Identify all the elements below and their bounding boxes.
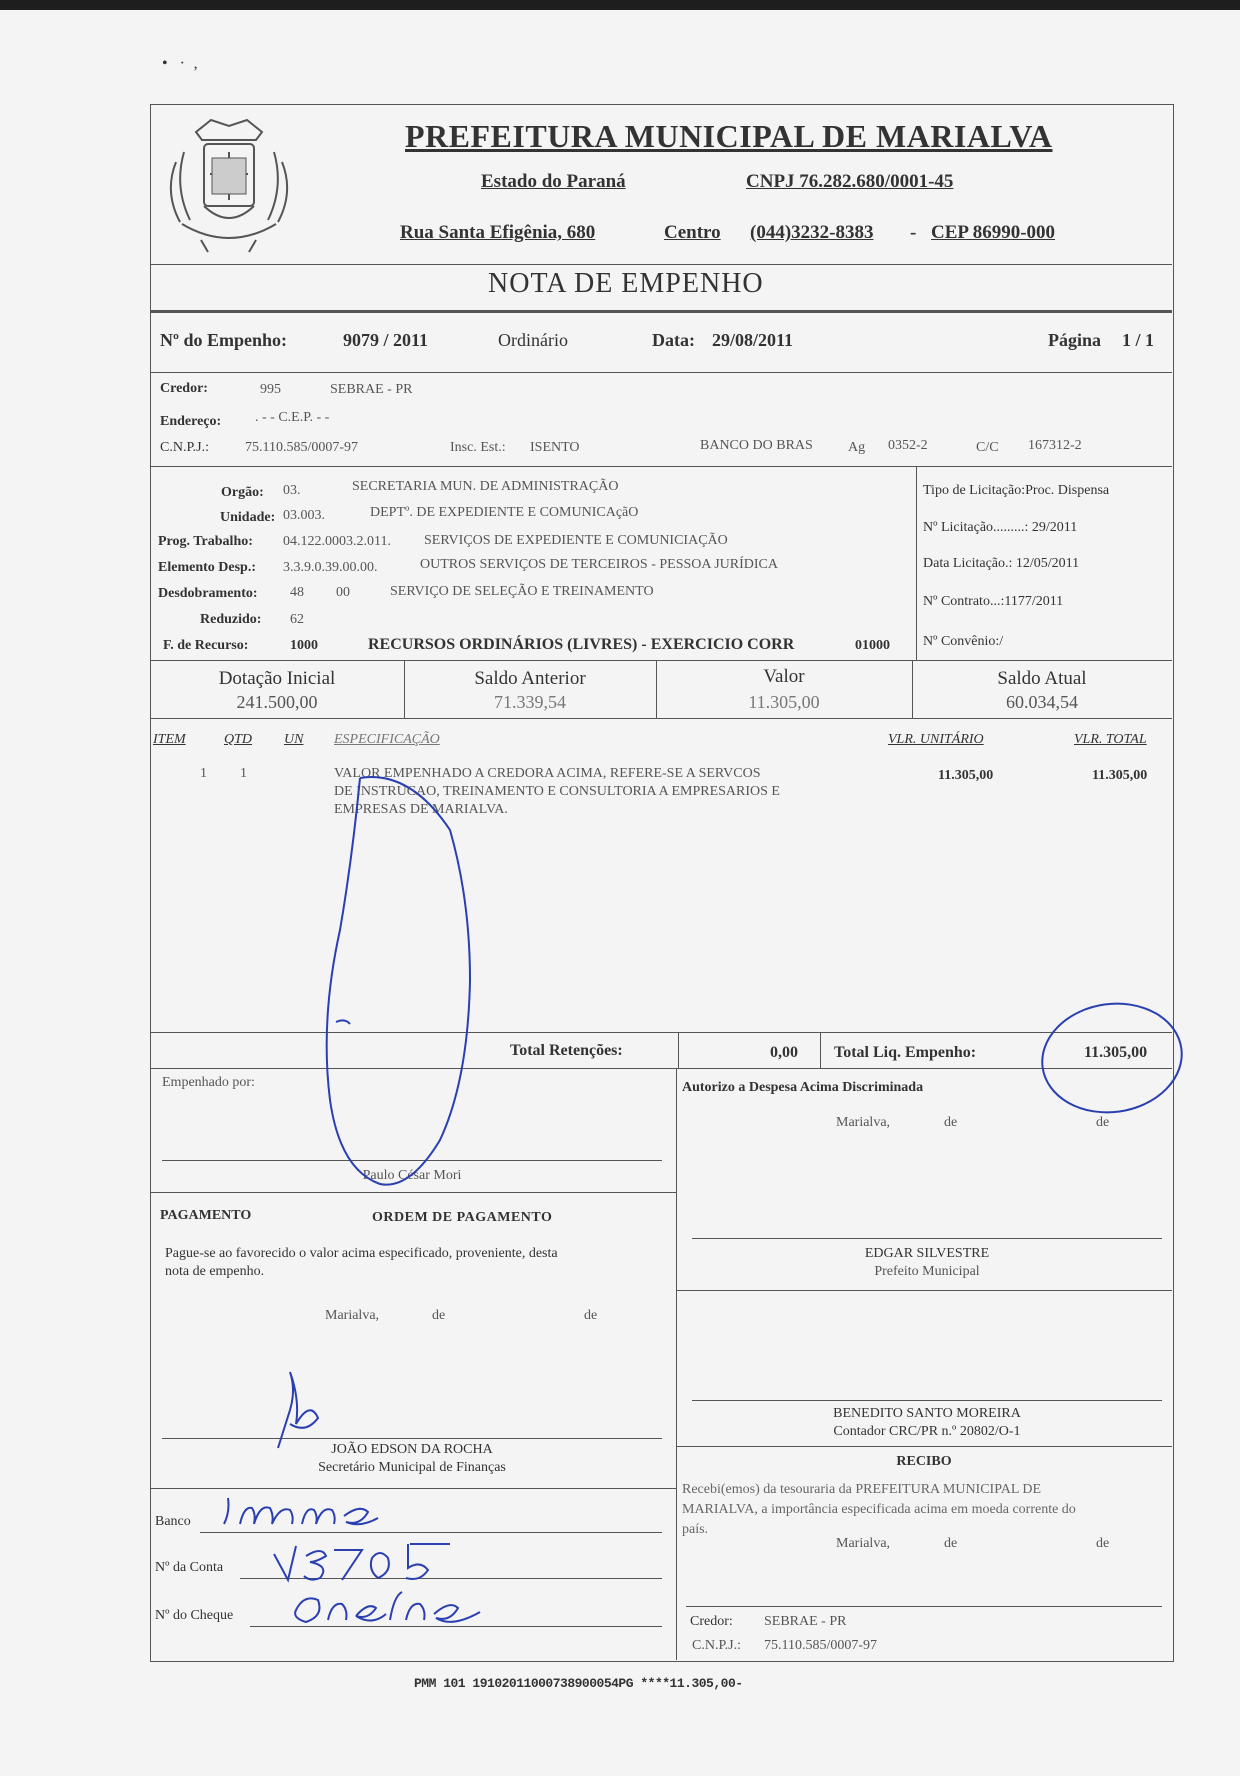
secretario-name: JOÃO EDSON DA ROCHA	[331, 1442, 493, 1457]
unidade-label: Unidade:	[220, 510, 276, 525]
item-desc-line3: EMPRESAS DE MARIALVA.	[334, 802, 508, 817]
insc-value: ISENTO	[530, 440, 580, 455]
agency-number: 0352-2	[888, 438, 928, 453]
recurso-name: RECURSOS ORDINÁRIOS (LIVRES) - EXERCICIO CORR	[368, 636, 795, 653]
bank-name: BANCO DO BRAS	[700, 438, 813, 453]
numero-convenio: Nº Convênio:/	[923, 634, 1004, 649]
column-header-un: UN	[284, 732, 304, 747]
numero-contrato: Nº Contrato...:1177/2011	[923, 594, 1064, 609]
footer-barcode-text: PMM 101 19102011000738900054PG ****11.305,00-	[414, 1676, 743, 1691]
empenho-type: Ordinário	[498, 330, 568, 350]
divider	[150, 718, 1172, 719]
municipality-title: PREFEITURA MUNICIPAL DE MARIALVA	[405, 118, 1053, 154]
signature-line	[692, 1238, 1162, 1239]
credor-label: Credor:	[160, 381, 208, 396]
recibo-cnpj: 75.110.585/0007-97	[764, 1638, 878, 1653]
divider	[676, 1446, 1172, 1447]
credor-code: 995	[260, 382, 281, 397]
secretario-title: Secretário Municipal de Finanças	[318, 1460, 506, 1475]
data-licitacao: Data Licitação.: 12/05/2011	[923, 556, 1080, 571]
signature-line	[692, 1400, 1162, 1401]
divider	[150, 1192, 676, 1193]
account-label: C/C	[976, 440, 999, 455]
divider	[678, 1032, 679, 1068]
column-header-vlr-total: VLR. TOTAL	[1074, 732, 1147, 747]
separator: -	[910, 222, 917, 243]
empenhado-por-label: Empenhado por:	[162, 1075, 255, 1090]
recibo-city: Marialva,	[836, 1536, 891, 1551]
recibo-text-line1: Recebi(emos) da tesouraria da PREFEITURA MUNICIPAL DE	[682, 1482, 1042, 1497]
prefeito-name: EDGAR SILVESTRE	[864, 1246, 990, 1261]
endereco-label: Endereço:	[160, 414, 222, 429]
banco-line	[200, 1532, 662, 1533]
divider	[150, 264, 1172, 265]
divider	[916, 466, 917, 660]
address: Rua Santa Efigênia, 680	[400, 222, 596, 243]
orgao-label: Orgão:	[221, 485, 264, 500]
credor-name: SEBRAE - PR	[330, 382, 413, 397]
recibo-text-line3: país.	[682, 1522, 709, 1537]
pagamento-city: Marialva,	[325, 1308, 380, 1323]
divider	[150, 466, 1172, 467]
saldo-anterior-value: 71.339,54	[494, 692, 566, 712]
elemento-name: OUTROS SERVIÇOS DE TERCEIROS - PESSOA JURÍDICA	[420, 557, 779, 572]
recibo-credor-label: Credor:	[690, 1614, 733, 1629]
empenho-number: 9079 / 2011	[343, 330, 429, 350]
divider	[150, 660, 1172, 661]
cnpj-header: CNPJ 76.282.680/0001-45	[746, 171, 954, 192]
cep: CEP 86990-000	[931, 222, 1056, 243]
banco-label: Banco	[155, 1514, 191, 1529]
agency-label: Ag	[848, 440, 866, 455]
dotacao-inicial-value: 241.500,00	[236, 692, 318, 712]
unidade-name: DEPTº. DE EXPEDIENTE E COMUNICAçãO	[370, 505, 639, 520]
recibo-text-line2: MARIALVA, a importância especificada acima em moeda corrente do	[682, 1502, 1076, 1517]
prog-label: Prog. Trabalho:	[158, 534, 253, 549]
saldo-atual-value: 60.034,54	[1006, 692, 1078, 712]
date-label: Data:	[652, 330, 695, 350]
desdobramento-code: 48	[290, 585, 304, 600]
cheque-label: Nº do Cheque	[155, 1608, 234, 1623]
ordem-pagamento-label: ORDEM DE PAGAMENTO	[372, 1210, 553, 1225]
desdobramento-name: SERVIÇO DE SELEÇÃO E TREINAMENTO	[390, 584, 654, 599]
divider	[150, 1068, 1172, 1069]
numero-licitacao: Nº Licitação.........: 29/2011	[923, 520, 1078, 535]
total-liquido-label: Total Liq. Empenho:	[834, 1044, 977, 1061]
contador-title: Contador CRC/PR n.º 20802/O-1	[833, 1424, 1021, 1439]
saldo-atual-label: Saldo Atual	[997, 668, 1087, 689]
dotacao-inicial-label: Dotação Inicial	[218, 668, 336, 689]
divider	[150, 1488, 676, 1489]
prefeito-title: Prefeito Municipal	[874, 1264, 980, 1279]
elemento-label: Elemento Desp.:	[158, 560, 256, 575]
column-header-item: ITEM	[153, 732, 186, 747]
valor-label: Valor	[763, 666, 805, 687]
unidade-code: 03.003.	[283, 508, 325, 523]
desdobramento-subcode: 00	[336, 585, 350, 600]
recurso-label: F. de Recurso:	[163, 638, 249, 653]
tipo-licitacao: Tipo de Licitação:Proc. Dispensa	[923, 483, 1110, 498]
reduzido-label: Reduzido:	[200, 612, 262, 627]
item-desc-line1: VALOR EMPENHADO A CREDORA ACIMA, REFERE-SE A SERVCOS	[334, 766, 761, 781]
divider	[820, 1032, 821, 1068]
recibo-de-2: de	[1096, 1536, 1110, 1551]
conta-label: Nº da Conta	[155, 1560, 224, 1575]
scan-speck: • · ‚	[162, 55, 199, 72]
document-title: NOTA DE EMPENHO	[488, 268, 764, 299]
recurso-code2: 01000	[855, 638, 890, 653]
orgao-code: 03.	[283, 483, 301, 498]
coat-of-arms-icon	[156, 112, 302, 260]
recibo-cnpj-label: C.N.P.J.:	[692, 1638, 742, 1653]
account-number: 167312-2	[1028, 438, 1082, 453]
orgao-name: SECRETARIA MUN. DE ADMINISTRAÇÃO	[352, 479, 619, 494]
autorizo-label: Autorizo a Despesa Acima Discriminada	[682, 1080, 924, 1095]
insc-label: Insc. Est.:	[450, 440, 506, 455]
signature-line	[162, 1160, 662, 1161]
item-unit-value: 11.305,00	[938, 768, 994, 783]
empenho-number-label: Nº do Empenho:	[160, 330, 287, 350]
total-retencoes-label: Total Retenções:	[510, 1042, 623, 1059]
divider	[150, 372, 1172, 373]
desdobramento-label: Desdobramento:	[158, 586, 258, 601]
reduzido-value: 62	[290, 612, 304, 627]
pagamento-de-2: de	[584, 1308, 598, 1323]
total-retencoes-value: 0,00	[770, 1044, 798, 1061]
recibo-label: RECIBO	[896, 1454, 952, 1469]
column-header-especificacao: ESPECIFICAÇÃO	[334, 732, 440, 747]
cnpj-label: C.N.P.J.:	[160, 440, 210, 455]
signature-line	[686, 1606, 1162, 1607]
contador-name: BENEDITO SANTO MOREIRA	[833, 1406, 1021, 1421]
page-number: 1 / 1	[1122, 330, 1155, 350]
recibo-credor-name: SEBRAE - PR	[764, 1614, 847, 1629]
pagamento-de-1: de	[432, 1308, 446, 1323]
item-desc-line2: DE INSTRUCAO, TREINAMENTO E CONSULTORIA A EMPRESARIOS E	[334, 784, 780, 799]
handwritten-account	[270, 1540, 460, 1584]
handwritten-bank	[210, 1490, 430, 1530]
autorizo-city: Marialva,	[836, 1115, 891, 1130]
endereco-value: . - - C.E.P. - -	[255, 410, 330, 425]
elemento-code: 3.3.9.0.39.00.00.	[283, 560, 378, 575]
pagamento-text-line1: Pague-se ao favorecido o valor acima especificado, proveniente, desta	[165, 1246, 558, 1261]
state-name: Estado do Paraná	[481, 171, 626, 192]
empenho-date: 29/08/2011	[712, 330, 794, 350]
district: Centro	[664, 222, 721, 243]
saldo-anterior-label: Saldo Anterior	[474, 668, 586, 689]
scan-top-border	[0, 0, 1240, 10]
credor-cnpj: 75.110.585/0007-97	[245, 440, 359, 455]
signature-line	[162, 1438, 662, 1439]
item-total-value: 11.305,00	[1092, 768, 1148, 783]
prog-code: 04.122.0003.2.011.	[283, 534, 391, 549]
handwritten-cheque	[290, 1586, 490, 1630]
empenhado-por-name: Paulo César Mori	[362, 1168, 462, 1183]
item-number: 1	[200, 766, 207, 781]
total-liquido-value: 11.305,00	[1084, 1044, 1148, 1061]
pagamento-label: PAGAMENTO	[160, 1208, 252, 1223]
column-header-qtd: QTD	[224, 732, 253, 747]
phone: (044)3232-8383	[750, 222, 874, 243]
divider	[676, 1290, 1172, 1291]
recibo-de-1: de	[944, 1536, 958, 1551]
pagamento-text-line2: nota de empenho.	[165, 1264, 265, 1279]
autorizo-de-1: de	[944, 1115, 958, 1130]
item-qtd: 1	[240, 766, 247, 781]
divider	[676, 1068, 677, 1660]
divider	[150, 1032, 1172, 1033]
column-header-vlr-unitario: VLR. UNITÁRIO	[888, 732, 984, 747]
page-label: Página	[1048, 330, 1102, 350]
recurso-code: 1000	[290, 638, 318, 653]
prog-name: SERVIÇOS DE EXPEDIENTE E COMUNICIAÇÃO	[424, 533, 728, 548]
divider	[150, 310, 1172, 313]
autorizo-de-2: de	[1096, 1115, 1110, 1130]
valor-value: 11.305,00	[748, 692, 820, 712]
